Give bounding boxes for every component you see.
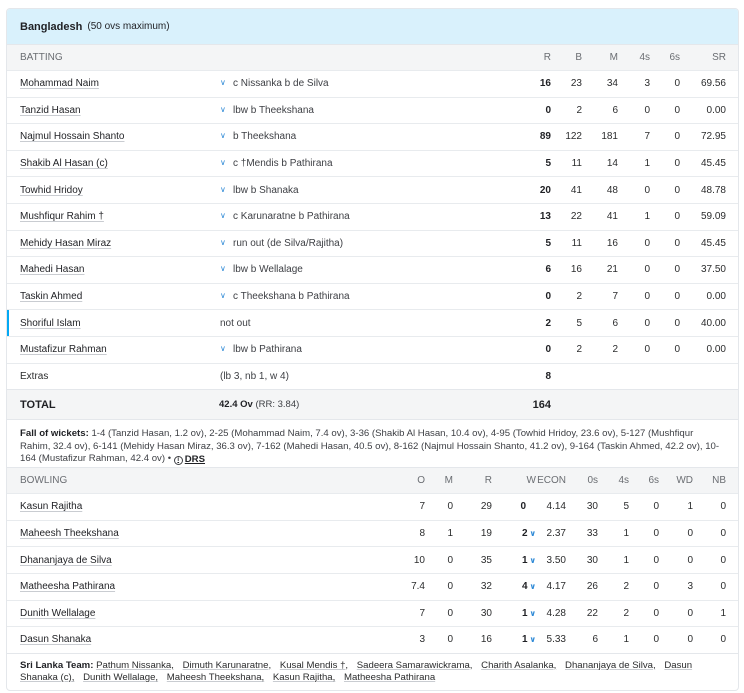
- batting-label: BATTING: [20, 52, 63, 63]
- dots: 30: [586, 501, 598, 513]
- dismissal-text: lbw b Wellalage: [233, 264, 303, 276]
- bowling-table: [7, 493, 738, 653]
- bowling-row: [7, 573, 738, 600]
- fall-of-wickets: [7, 419, 738, 467]
- sixes: 0: [674, 158, 680, 170]
- drs-label: DRS: [184, 454, 206, 466]
- wickets[interactable]: [522, 581, 536, 592]
- runs: 0: [545, 344, 551, 356]
- chevron-down-icon[interactable]: ∨: [220, 158, 226, 168]
- runs: 6: [545, 264, 551, 276]
- dismissal[interactable]: [220, 291, 350, 302]
- total-row: [7, 389, 738, 419]
- sixes: 0: [674, 211, 680, 223]
- chevron-down-icon[interactable]: ∨: [220, 131, 226, 141]
- extras-label: Extras: [20, 370, 49, 382]
- no-balls: 1: [720, 607, 726, 619]
- chevron-down-icon[interactable]: ∨: [220, 291, 226, 301]
- dismissal-text: c Nissanka b de Silva: [233, 78, 329, 90]
- bowling-label: BOWLING: [20, 475, 68, 487]
- extras-row: [7, 363, 738, 390]
- team-player[interactable]: Kasun Rajitha,: [272, 672, 336, 684]
- dots: 22: [586, 607, 598, 619]
- sixes: 0: [674, 104, 680, 116]
- maidens: 0: [447, 607, 453, 619]
- team-player[interactable]: Kusal Mendis †,: [279, 659, 349, 671]
- overs-note: (50 ovs maximum): [87, 21, 170, 32]
- dots: 6: [592, 634, 598, 646]
- col-wickets: W: [526, 475, 536, 487]
- col-balls: B: [575, 52, 582, 63]
- runs: 5: [545, 237, 551, 249]
- batting-header: [7, 44, 738, 70]
- dots: 26: [586, 581, 598, 593]
- batting-row: [7, 309, 738, 336]
- minutes: 21: [606, 264, 618, 276]
- runs: 20: [539, 184, 551, 196]
- drs-link[interactable]: [174, 454, 205, 467]
- runs-conceded: 32: [480, 581, 492, 593]
- economy: 5.33: [546, 634, 566, 646]
- fours-conceded: 5: [623, 501, 629, 513]
- batting-row: [7, 283, 738, 310]
- wickets[interactable]: [522, 634, 536, 645]
- economy: 4.28: [546, 607, 566, 619]
- col-runs-conceded: R: [484, 475, 492, 487]
- col-no-balls: NB: [712, 475, 726, 487]
- balls: 5: [576, 317, 582, 329]
- chevron-down-icon[interactable]: ∨: [220, 344, 226, 354]
- strike-rate: 45.45: [700, 158, 726, 170]
- col-wides: WD: [676, 475, 693, 487]
- dismissal-text: lbw b Pathirana: [233, 344, 302, 356]
- runs: 16: [539, 78, 551, 90]
- maidens: 0: [447, 501, 453, 513]
- sixes: 0: [674, 78, 680, 90]
- total-label: TOTAL: [20, 398, 56, 411]
- batting-row: [7, 230, 738, 257]
- runs-conceded: 16: [480, 634, 492, 646]
- maidens: 0: [447, 634, 453, 646]
- strike-rate: 59.09: [700, 211, 726, 223]
- sixes-conceded: 0: [653, 581, 659, 593]
- dismissal[interactable]: [220, 78, 329, 89]
- minutes: 6: [612, 104, 618, 116]
- runs: 0: [545, 104, 551, 116]
- balls: 122: [565, 131, 582, 143]
- batter-name[interactable]: Tanzid Hasan: [20, 104, 81, 116]
- batting-row: [7, 203, 738, 230]
- batting-row: [7, 97, 738, 124]
- fours: 0: [644, 104, 650, 116]
- overs: 7: [419, 501, 425, 513]
- bowling-header: [7, 467, 738, 493]
- bowler-name[interactable]: Matheesha Pathirana: [20, 581, 116, 593]
- team-player[interactable]: Dunith Wellalage,: [83, 672, 159, 684]
- fours: 7: [644, 131, 650, 143]
- fours: 1: [644, 211, 650, 223]
- fours: 1: [644, 158, 650, 170]
- balls: 2: [576, 104, 582, 116]
- strike-rate: 40.00: [700, 317, 726, 329]
- chevron-down-icon[interactable]: ∨: [220, 237, 226, 247]
- fours: 0: [644, 237, 650, 249]
- dismissal[interactable]: [220, 344, 302, 355]
- batter-name[interactable]: Mehidy Hasan Miraz: [20, 237, 112, 249]
- batter-name[interactable]: Towhid Hridoy: [20, 184, 83, 196]
- sixes: 0: [674, 131, 680, 143]
- sixes: 0: [674, 317, 680, 329]
- chevron-down-icon[interactable]: ∨: [529, 555, 536, 565]
- wickets-value: 1: [521, 607, 528, 619]
- minutes: 41: [606, 211, 618, 223]
- chevron-down-icon[interactable]: ∨: [529, 582, 536, 592]
- batter-name[interactable]: Shoriful Islam: [20, 317, 81, 329]
- batting-row: [7, 150, 738, 177]
- dismissal-text: lbw b Shanaka: [233, 184, 299, 196]
- runs: 89: [539, 131, 551, 143]
- no-balls: 0: [720, 634, 726, 646]
- balls: 23: [570, 78, 582, 90]
- runs: 5: [545, 158, 551, 170]
- wides: 0: [687, 554, 693, 566]
- sixes-conceded: 0: [653, 554, 659, 566]
- minutes: 16: [606, 237, 618, 249]
- bowler-name[interactable]: Dunith Wellalage: [20, 607, 96, 619]
- col-sixes: 6s: [669, 52, 680, 63]
- minutes: 48: [606, 184, 618, 196]
- col-maidens: M: [444, 475, 453, 487]
- batter-name[interactable]: Mushfiqur Rahim †: [20, 211, 104, 223]
- minutes: 6: [612, 317, 618, 329]
- overs: 7: [419, 607, 425, 619]
- fow-label: Fall of wickets:: [20, 428, 89, 440]
- chevron-down-icon[interactable]: ∨: [529, 608, 536, 618]
- batting-row: [7, 123, 738, 150]
- minutes: 2: [612, 344, 618, 356]
- sixes: 0: [674, 184, 680, 196]
- balls: 11: [571, 237, 582, 249]
- bowler-name[interactable]: Dhananjaya de Silva: [20, 554, 112, 566]
- fours: 0: [644, 184, 650, 196]
- sixes-conceded: 0: [653, 607, 659, 619]
- balls: 2: [576, 344, 582, 356]
- bowling-row: [7, 600, 738, 627]
- fours: 0: [644, 317, 650, 329]
- fours-conceded: 1: [623, 528, 629, 540]
- chevron-down-icon[interactable]: ∨: [220, 104, 226, 114]
- team-player[interactable]: Maheesh Theekshana,: [166, 672, 265, 684]
- dismissal-text: b Theekshana: [233, 131, 297, 143]
- team-player[interactable]: Pathum Nissanka,: [96, 659, 174, 671]
- minutes: 7: [612, 291, 618, 303]
- sixes: 0: [674, 264, 680, 276]
- fours: 0: [644, 344, 650, 356]
- fours: 0: [644, 264, 650, 276]
- col-minutes: M: [609, 52, 618, 63]
- dismissal-text: c †Mendis b Pathirana: [233, 158, 333, 170]
- no-balls: 0: [720, 554, 726, 566]
- fours: 0: [644, 291, 650, 303]
- chevron-down-icon[interactable]: ∨: [220, 211, 226, 221]
- runs: 0: [545, 291, 551, 303]
- total-run-rate: (RR: 3.84): [255, 399, 300, 411]
- batter-name[interactable]: Mustafizur Rahman: [20, 344, 107, 356]
- runs-conceded: 19: [480, 528, 492, 540]
- economy: 4.14: [546, 501, 566, 513]
- batter-name[interactable]: Taskin Ahmed: [20, 291, 83, 303]
- team-name: Bangladesh: [20, 20, 83, 33]
- balls: 11: [571, 158, 582, 170]
- overs: 3: [419, 634, 425, 646]
- economy: 4.17: [546, 581, 566, 593]
- runs: 13: [539, 211, 551, 223]
- sixes-conceded: 0: [653, 501, 659, 513]
- maidens: 0: [447, 554, 453, 566]
- team-player[interactable]: Dasun Shanaka (c),: [20, 659, 693, 684]
- chevron-down-icon[interactable]: ∨: [220, 184, 226, 194]
- balls: 2: [576, 291, 582, 303]
- total-value: 164: [532, 398, 551, 411]
- bowling-row: [7, 493, 738, 520]
- fours-conceded: 2: [623, 581, 629, 593]
- wickets-value: 1: [521, 634, 528, 646]
- bowling-row: [7, 546, 738, 573]
- col-strike-rate: SR: [712, 52, 726, 63]
- scorecard-card: [6, 8, 739, 691]
- economy: 3.50: [546, 554, 566, 566]
- info-circle-icon: i: [174, 456, 183, 465]
- dismissal[interactable]: [220, 158, 333, 169]
- runs-conceded: 30: [480, 607, 492, 619]
- bowler-name[interactable]: Dasun Shanaka: [20, 634, 92, 646]
- dismissal-text: c Theekshana b Pathirana: [233, 291, 350, 303]
- team-player[interactable]: Matheesha Pathirana: [343, 672, 436, 684]
- wickets-value: 0: [520, 501, 526, 513]
- team-list-label: Sri Lanka Team:: [20, 659, 94, 671]
- chevron-down-icon[interactable]: ∨: [220, 264, 226, 274]
- wides: 0: [687, 607, 693, 619]
- runs-conceded: 29: [480, 501, 492, 513]
- dismissal-text: c Karunaratne b Pathirana: [233, 211, 350, 223]
- batter-name[interactable]: Mahedi Hasan: [20, 264, 85, 276]
- batting-row: [7, 176, 738, 203]
- minutes: 181: [601, 131, 618, 143]
- col-economy: ECON: [537, 475, 566, 487]
- balls: 41: [570, 184, 582, 196]
- dismissal[interactable]: [220, 105, 314, 116]
- sixes-conceded: 0: [653, 528, 659, 540]
- dismissal[interactable]: [220, 264, 303, 275]
- sixes: 0: [674, 237, 680, 249]
- fow-text: 1-4 (Tanzid Hasan, 1.2 ov), 2-25 (Mohammad Naim, 7.4 ov), 3-36 (Shakib Al Hasan, 10.4 ov), 4-95 (Towhid Hridoy, 23.6 ov), 5-127 (Mushfiqur Rahim, 32.4 ov), 6-141 (Mehidy Hasan Miraz, 36.3 ov), 7-162 (Mahedi Hasan, 40.5 ov), 8-162 (Najmul Hossain Shanto, 41.2 ov), 9-164 (Taskin Ahmed, 42.2 ov), 10-164 (Mustafizur Rahman, 42.4 ov) •: [20, 428, 720, 465]
- batting-row: [7, 336, 738, 363]
- dismissal-text: run out (de Silva/Rajitha): [233, 237, 344, 249]
- col-fours-conceded: 4s: [618, 475, 629, 487]
- sixes-conceded: 0: [653, 634, 659, 646]
- strike-rate: 69.56: [700, 78, 726, 90]
- bowler-name[interactable]: Maheesh Theekshana: [20, 528, 119, 540]
- strike-rate: 0.00: [706, 104, 726, 116]
- wides: 3: [687, 581, 693, 593]
- overs: 10: [413, 554, 425, 566]
- team-player[interactable]: Charith Asalanka,: [481, 659, 557, 671]
- strike-rate: 37.50: [700, 264, 726, 276]
- minutes: 34: [606, 78, 618, 90]
- chevron-down-icon[interactable]: ∨: [529, 529, 536, 539]
- team-player[interactable]: Dimuth Karunaratne,: [182, 659, 272, 671]
- col-sixes-conceded: 6s: [648, 475, 659, 487]
- strike-rate: 45.45: [700, 237, 726, 249]
- dismissal[interactable]: [220, 131, 296, 142]
- wickets-value: 2: [521, 528, 528, 540]
- overs: 8: [419, 528, 425, 540]
- chevron-down-icon[interactable]: ∨: [220, 78, 226, 88]
- dismissal[interactable]: [220, 238, 343, 249]
- balls: 16: [570, 264, 582, 276]
- wickets[interactable]: [522, 608, 536, 619]
- batter-name[interactable]: Najmul Hossain Shanto: [20, 131, 125, 143]
- innings-header[interactable]: [7, 9, 738, 44]
- extras-value: 8: [545, 370, 551, 382]
- batter-name[interactable]: Mohammad Naim: [20, 78, 99, 90]
- batting-row: [7, 70, 738, 97]
- dismissal[interactable]: [220, 185, 299, 196]
- no-balls: 0: [720, 501, 726, 513]
- batting-table: [7, 70, 738, 363]
- bowler-name[interactable]: Kasun Rajitha: [20, 501, 83, 513]
- overs: 7.4: [411, 581, 425, 593]
- total-overs: [219, 399, 299, 410]
- strike-rate: 0.00: [706, 344, 726, 356]
- no-balls: 0: [720, 528, 726, 540]
- team-players: [20, 660, 692, 684]
- dismissal-text: not out: [220, 317, 251, 329]
- total-overs-value: 42.4 Ov: [219, 399, 253, 411]
- fours-conceded: 1: [623, 554, 629, 566]
- chevron-down-icon[interactable]: ∨: [529, 635, 536, 645]
- sixes: 0: [674, 291, 680, 303]
- sri-lanka-team: [7, 653, 738, 685]
- runs: 2: [545, 317, 551, 329]
- col-runs: R: [543, 52, 551, 63]
- fours: 3: [644, 78, 650, 90]
- wickets[interactable]: [522, 528, 536, 539]
- team-player[interactable]: Sadeera Samarawickrama,: [356, 659, 473, 671]
- wickets[interactable]: [522, 555, 536, 566]
- strike-rate: 48.78: [700, 184, 726, 196]
- wickets-value: 4: [521, 581, 528, 593]
- bowling-row: [7, 626, 738, 653]
- wickets: [520, 501, 526, 512]
- batter-name[interactable]: Shakib Al Hasan (c): [20, 158, 108, 170]
- bowling-row: [7, 520, 738, 547]
- strike-rate: 72.95: [700, 131, 726, 143]
- strike-rate: 0.00: [706, 291, 726, 303]
- batting-row: [7, 256, 738, 283]
- col-dots: 0s: [587, 475, 598, 487]
- fours-conceded: 1: [623, 634, 629, 646]
- dismissal[interactable]: [220, 211, 350, 222]
- wides: 0: [687, 634, 693, 646]
- wides: 0: [687, 528, 693, 540]
- dots: 33: [586, 528, 598, 540]
- maidens: 0: [447, 581, 453, 593]
- economy: 2.37: [546, 528, 566, 540]
- dismissal: [220, 318, 251, 329]
- maidens: 1: [447, 528, 453, 540]
- runs-conceded: 35: [480, 554, 492, 566]
- sixes: 0: [674, 344, 680, 356]
- dismissal-text: lbw b Theekshana: [233, 104, 314, 116]
- fours-conceded: 2: [623, 607, 629, 619]
- col-fours: 4s: [639, 52, 650, 63]
- balls: 22: [570, 211, 582, 223]
- wides: 1: [687, 501, 693, 513]
- dots: 30: [586, 554, 598, 566]
- team-player[interactable]: Dhananjaya de Silva,: [565, 659, 656, 671]
- minutes: 14: [606, 158, 618, 170]
- wickets-value: 1: [521, 554, 528, 566]
- no-balls: 0: [720, 581, 726, 593]
- col-overs: O: [417, 475, 425, 487]
- extras-detail: (lb 3, nb 1, w 4): [220, 370, 289, 382]
